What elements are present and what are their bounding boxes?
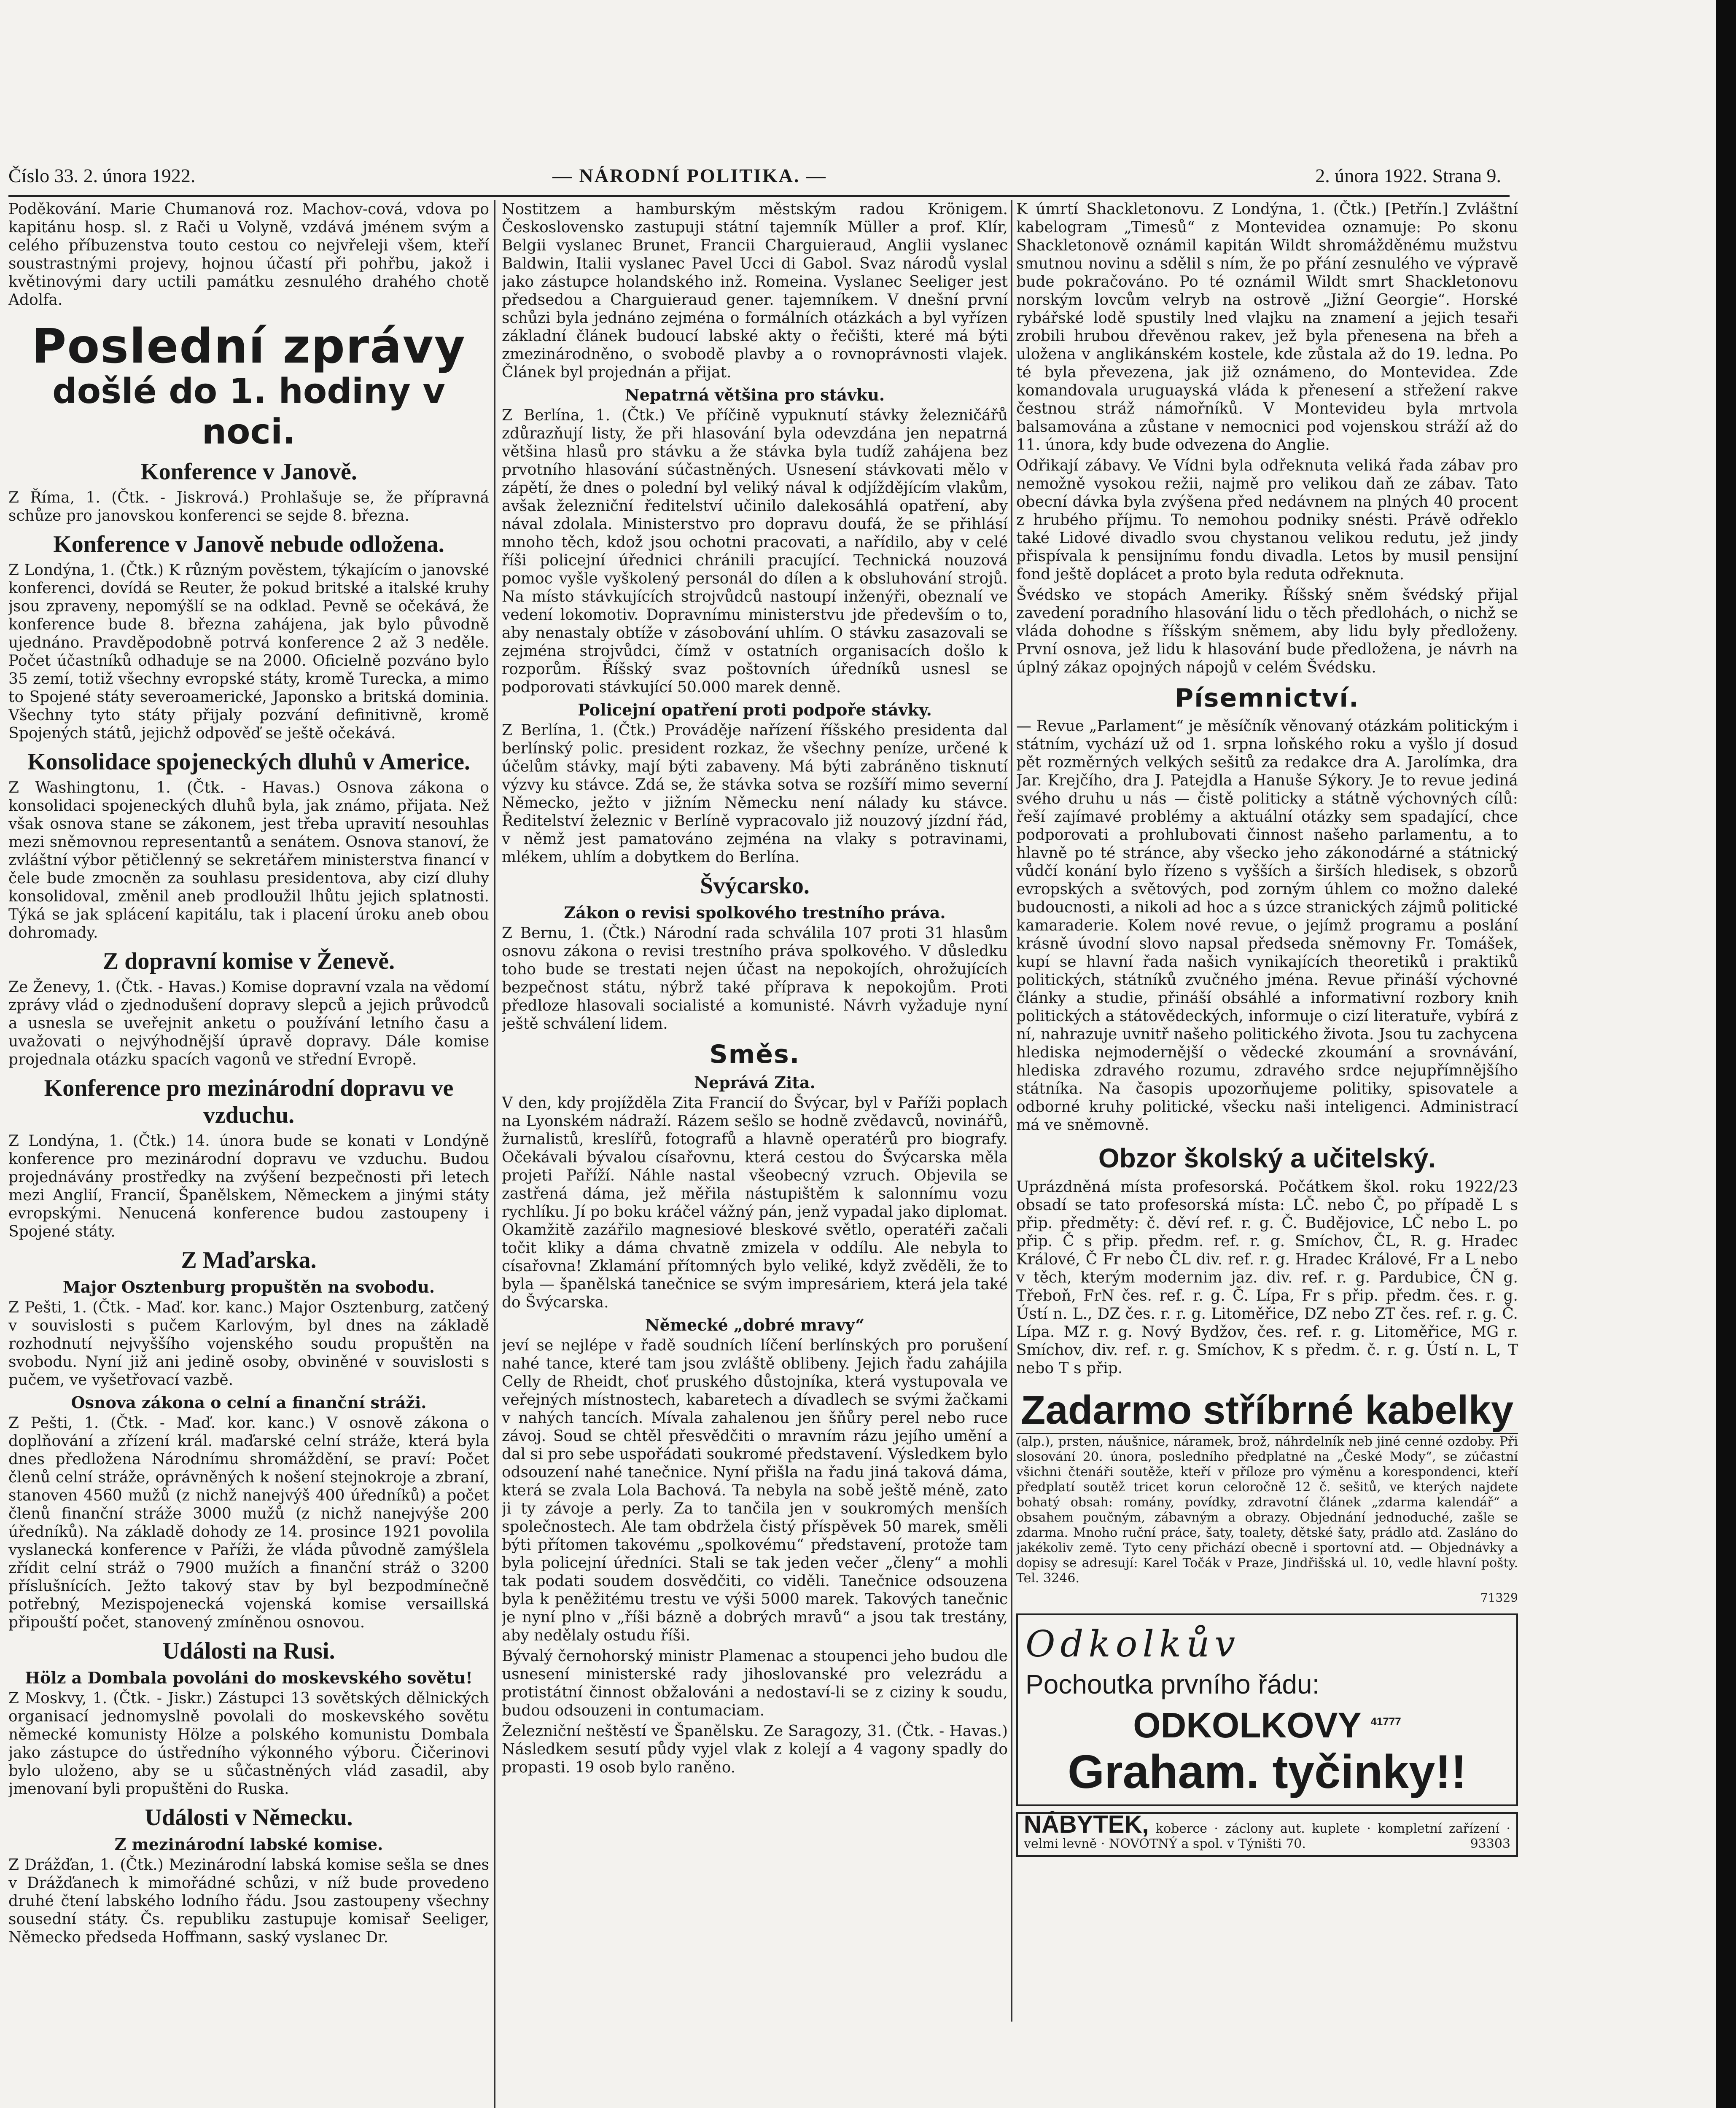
column-1 [8, 200, 489, 2108]
article-text: V den, kdy projížděla Zita Francií do Švýcar, byl v Paříži poplach na Lyonském nádraží. Rázem sešlo se hodně zvědavců, novinářů, žurnalistů, kreslířů, fotografů a hlavně operatérů pro biografy. Očekávali bývalou císařovnu, která cestou do Švýcarska měla projeti Paříží. Náhle nastal všeobecný vzruch. Objevila se zastřená dáma, jež měřila nástupištěm k salonnímu vozu rychlíku. Jí po boku kráčel vážný pán, jenž vypadal jako diplomat. Okamžitě zazářilo magnesiové bleskové světlo, operatéři začali točit kliky a dáma chvatně zmizela v oddílu. Ale nebyla to císařovna! Zklamání přítomných bylo veliké, když zvěděli, že to byla — španělská tanečnice se svým impresáriem, která jela také do Švýcarska. [502, 1094, 1008, 1311]
ad-brand-name: ODKOLKOVY [1133, 1705, 1361, 1745]
page-header [8, 164, 1501, 194]
article-subtitle: Hölz a Dombala povoláni do moskevského sovětu! [25, 1668, 473, 1687]
section-heading: Poslední zprávy [32, 319, 466, 374]
article-text: Z Londýna, 1. (Čtk.) K různým pověstem, týkajícím o janovské konferenci, dovídá se Reuter, že pokud britské a italské kruhy jsou zpraveny, nepomýšlí se na odklad. Pevně se očekává, že konference bude 8. března zahájena, jak bylo původně ujednáno. Pravděpodobně potrvá konference 2 až 3 neděle. Počet účastníků odhaduje se na 2000. Oficielně pozváno bylo 35 zemí, totiž všechny evropské státy, kromě Turecka, a mimo to Spojené státy severoamerické, Japonsko a britská dominia. Všechny tyto státy přijaly pozvání definitivně, kromě Spojených států, jejichž odpověď se ještě očekává. [8, 562, 489, 742]
ad-id: 71329 [1480, 1591, 1518, 1605]
issue-number: Číslo 33. 2. února 1922. [8, 165, 196, 186]
ad-brand [1025, 1701, 1509, 1745]
page-number: 2. února 1922. Strana 9. [1315, 165, 1501, 186]
column-divider [1011, 200, 1012, 2022]
article-text: Železniční neštěstí ve Španělsku. Ze Saragozy, 31. (Čtk. - Havas.) Následkem sesutí půdy vyjel vlak z kolejí a 4 vagony spadly do propasti. 19 osob bylo raněno. [502, 1723, 1008, 1776]
article-title: Konference v Janově. [140, 459, 357, 485]
article-text: Z Říma, 1. (Čtk. - Jiskrová.) Prohlašuje se, že přípravná schůze pro janovskou konferenci se sejde 8. března. [8, 489, 489, 524]
article-text: Bývalý černohorský ministr Plamenac a stoupenci jeho budou dle usnesení ministerské rady jihoslovanské pro velezrádu a protistátní činnost obžalováni a nedostaví-li se z ciziny k soudu, budou odsouzeni in contumaciam. [502, 1648, 1008, 1719]
article-title: Švýcarsko. [700, 873, 810, 899]
article-subtitle: Z mezinárodní labské komise. [114, 1835, 383, 1854]
masthead-title: — NÁRODNÍ POLITIKA. — [552, 165, 827, 186]
article-text: Nostitzem a hamburským městským radou Krönigem. Československo zastupuji státní tajemník Müller a prof. Klír, Belgii vyslanec Brunet, Francii Charguieraud, Anglii vyslanec Baldwin, Italii vyslanec Pavel Ucci di Gabol. Svaz národů vyslal jako zástupce holandského inž. Romeina. Vyslanec Seeliger jest předsedou a Charguieraud gener. tajemníkem. V dnešní první schůzi byla jednáno zejména o formálních otázkách a byl vyřízen základní článek budoucí labské akty o řečišti, které má býti zmezinárodněno, o svobodě plavby a o rovnoprávnosti vlajek. Článek byl projednán a přijat. [502, 201, 1008, 381]
article-text: Z Pešti, 1. (Čtk. - Maď. kor. kanc.) Major Osztenburg, zatčený v souvislosti s pučem Karlovým, byl dnes na základě rozhodnutí nejvyššího vojenského soudu propuštěn na svobodu. Nyní již ani jedině osoby, obviněné v souvislosti s pučem, ve vyšetřovací vazbě. [8, 1299, 489, 1389]
ad-zadarmo-title: Zadarmo stříbrné kabelky [1016, 1387, 1518, 1434]
article-title: Německé „dobré mravy“ [645, 1315, 865, 1334]
article-text: Z Berlína, 1. (Čtk.) Ve příčině vypuknutí stávky železničářů zdůrazňují listy, že při hlasování byla odevzdána jen nepatrná většina hlasů pro stávku a že stávka byla tudíž zahájena bez prvotního hlasování súčastněných. Usnesení stávkovati mělo v zápětí, že dnes o polední byl veliký nával k odjíždějícím vlakům, avšak železniční ředitelství učinilo dalekosáhlá opatření, aby nával zdolala. Ministerstvo pro dopravu doufá, že se přihlásí mnoho těch, kdož jsou ochotni pracovati, a nařídilo, aby v celé říši policejní úřednici chránili pracující. Technická nouzová pomoc vyšle vyškolený personál do dílen a k obsluhování strojů. Na místo stávkujících strojvůdců nastoupí inženýři, obeznalí ve vedení lokomotiv. Dopravnímu ministerstvu jde především o to, aby nenastaly obtíže v zásobování uhlím. O stávku zasazovali se zejména strojvůdci, čímž v ostatních organisacích došlo k rozporům. Říšský svaz poštovních úředníků usnesl se podporovati stávkující 50.000 marek denně. [502, 407, 1008, 696]
article-title: Konsolidace spojeneckých dluhů v Americe. [27, 749, 471, 775]
ad-nabytek-text: koberce · záclony aut. kuplete · kompletní zařízení · velmi levně · NOVOTNÝ a spol. v Týništi 70. [1024, 1821, 1510, 1851]
ad-tagline: Pochoutka prvního řádu: [1025, 1669, 1320, 1699]
article-text: Švédsko ve stopách Ameriky. Říšský sněm švédský přijal zavedení poradního hlasování lidu o těch předlohách, o nichž se vláda dohodne s říšským sněmem, aby lidu byly předloženy. První osnova, jež lidu k hlasování bude předložena, je návrh na úplný zákaz opojných nápojů v celém Švédsku. [1016, 586, 1518, 676]
section-heading: Písemnictví. [1175, 683, 1359, 713]
article-text: Z Berlína, 1. (Čtk.) Prováděje nařízení říšského presidenta dal berlínský polic. president rozkaz, že všechny peníze, určené k účelům stávky, mají býti zabaveny. Má býti zabráněno tisknutí výzvy ku stávce. Zdá se, že stávka sotva se rozšíří mimo severní Německo, ježto v jižním Německu není nálady ku stávce. Ředitelství železnic v Berlíně vypracovalo již nouzový jízdní řád, v němž jest pamatováno zejména na vlaky s potravinami, mlékem, uhlím a dobytkem do Berlína. [502, 722, 1008, 866]
article-title: Policejní opatření proti podpoře stávky. [578, 700, 932, 719]
article-text: Z Washingtonu, 1. (Čtk. - Havas.) Osnova zákona o konsolidaci spojeneckých dluhů byla, jak známo, přijata. Než však osnova stane se zákonem, jest třeba upravití nesouhlas mezi sněmovnou representantů a senátem. Osnova stanoví, že zvláštní výbor pětičlenný se sekretářem ministerstva financí v čele bude zmocněn za souhlasu presidentova, aby cizí dluhy konsolidoval, změnil aneb prodloužil lhůtu jejich splatnosti. Týká se jak splácení kapitálu, tak i placení úroku aneb obou dohromady. [8, 779, 489, 941]
article-title: Události na Rusi. [162, 1638, 335, 1664]
article-text: Z Moskvy, 1. (Čtk. - Jiskr.) Zástupci 13 sovětských dělnických organisací jednomyslně povolali do moskevského sovětu německé komunisty Hölze a polského komunistu Dombala jako zástupce do ústředního výkonného výboru. Čičerinovi bylo uloženo, aby se u sůčastněných vlád zasadil, aby jmenovaní byli propuštěni do Ruska. [8, 1690, 489, 1798]
article-podekovani: Poděkování. Marie Chumanová roz. Machov-cová, vdova po kapitánu hosp. sl. z Rači u Volyně, vzdává jménem svým a celého příbuzenstva touto cestou co nejvřeleji všem, kteří soustrastnými projevy, hojnou účastí při pohřbu, jakož i květinovými dary uctili památku zesnulého drahého chotě Adolfa. [8, 201, 489, 309]
ad-odkolek [1016, 1613, 1518, 1806]
article-text: jeví se nejlépe v řadě soudních líčení berlínských pro porušení nahé tance, které tam jsou zvláště oblibeny. Jejich řadu zahájila Celly de Rheidt, choť pruského důstojníka, která vystupovala ve veřejných místnostech, kabaretech a dívadlech se svými žačkami v nahých tancích. Mívala zahalenou jen šňůry perel nebo ruce závoj. Soud se chtěl přesvědčiti o mravním rázu jejího umění a dal si pro sebe uspořádati soukromé představení. Výsledkem bylo odsouzení nahé tanečnice. Nyní přišla na řadu jiná taková dáma, která se zvala Lola Bachová. Ta nebyla na sobě ještě méně, zato ji ty závoje a perly. Za to tančila jen v soukromých menších společnostech. Ale tam obdržela čistý příspěvek 50 marek, směli býti přítomen takovému „spolkovému“ představení, protože tam byla policejní úředníci. Stali se tak jeden večer „členy“ a mohli tak podati soudem dosvědčiti, co viděli. Tanečnice odsouzena byla k peněžitému trestu ve výši 5000 marek. Takových tanečnic je nyní plno v „říši bázně a dobrých mravů“ a jsou tak trestány, aby nedělaly ostudu říši. [502, 1337, 1008, 1644]
column-divider [494, 200, 495, 2108]
scan-edge [1716, 0, 1736, 2108]
ad-product: Graham. tyčinky!! [1067, 1745, 1467, 1798]
header-rule [8, 195, 1510, 197]
section-subheading: došlé do 1. hodiny v noci. [52, 371, 445, 452]
article-text: Odřikají zábavy. Ve Vídni byla odřeknuta veliká řada zábav pro nemožně vysokou režii, najmě pro velikou daň ze zábav. Tato obecní dávka byla zvýšena před nedávnem na plných 40 procent z hrubého příjmu. To nemohou podniky snésti. Právě odřeklo také Lidové divadlo svou chystanou velikou redutu, jež jindy přispívala k pensijnímu fondu divadla. Letos by musil pensijní fond ještě doplácet a proto byla reduta odřeknuta. [1016, 457, 1518, 583]
article-text: Ze Ženevy, 1. (Čtk. - Havas.) Komise dopravní vzala na vědomí zprávy vlád o zjednodušení dopravy slepců a jejich průvodců a usnesla se uveřejnit anketu o používání letního času a uvažovati o nejvýhodnější úpravě dopravy. Dále komise projednala otázku spacích vagonů ve střední Evropě. [8, 979, 489, 1068]
ad-id: 93303 [1470, 1836, 1510, 1851]
section-heading: Obzor školský a učitelský. [1098, 1143, 1436, 1173]
article-text: — Revue „Parlament“ je měsíčník věnovaný otázkám politickým i státním, vychází už od 1. srpna loňského roku a vyšlo jí dosud pět rozměrných velkých sešitů za redakce dra A. Jarolímka, dra Jar. Krejčího, dra J. Patejdla a Hanuše Sýkory. Je to revue jediná svého druhu u nás — čistě politicky a státně výchovných cílů: řeší zajímavé problémy a aktuální otázky sem spadající, chce podporovati a prohlubovati činnost našeho parlamentu, a to hlavně po té stránce, aby všecko jeho zákonodárné a státnický vůdčí konání bylo řízeno s vyšších a širších hledisek, s obzorů evropských a světových, pod zorným úhlem co možno daleké budoucnosti, a nikoli ad hoc a s úzce stranických zájmů politické kamaraderie. Kolem nové revue, o jejímž programu a poslání krásně úvodní slovo napsal předseda sněmovny Fr. Tomášek, kupí se hlavní řada našich vynikajících theoretiků i praktiků politických, státníků zvučného jména. Revue přináší výchovné články a studie, přináší obsáhlé a informativní rozbory knih politických a státovědeckých, informuje o cizí literatuře, vybírá z ní, nahrazuje uvnitř našeho politického života. Jsou tu zachycena hlediska nejmodernější o vědecké zkoumání a srovnávání, hlediska zdravého rozumu, zdravého srdce nejupřímnějšího státníka. Na časopis upozorňujeme politiky, spisovatele a odborné kruhy politické, všecku naši inteligenci. Administrací má ve sněmovně. [1016, 718, 1518, 1134]
article-title: Z dopravní komise v Ženevě. [102, 948, 395, 974]
column-2 [502, 200, 1008, 2013]
article-text: Z Bernu, 1. (Čtk.) Národní rada schválila 107 proti 31 hlasům osnovu zákona o revisi trestního práva spolkového. V důsledku toho bude se trestati nejen účast na nepokojích, ohrožujících bezpečnost státu, nýbrž také příprava k nepokojům. Proti předloze hlasovali socialisté a komunisté. Návrh vyžaduje nyní ještě schválení lidem. [502, 925, 1008, 1032]
article-title: Nepatrná většina pro stávku. [624, 385, 885, 404]
article-text: K úmrtí Shackletonovu. Z Londýna, 1. (Čtk.) [Petřín.] Zvláštní kabelogram „Timesů“ z Montevidea oznamuje: Po skonu Shackletonově oznámil kapitán Wildt shromážděnému mužstvu smutnou novinu a sdělil s ním, že po přání zesnulého ve výpravě bude pokračováno. Po té oznámil Wildt smrt Shackletonovu norským lovcům velryb na ostrově „Jižní Georgie“. Horské rybářské lodě spustily lned vlajku na znamení a jejich tesaři zrobili hrubou dřevěnou rakev, jež byla přenesena na břeh a uložena v anglikánském kostele, kde zůstala až do 19. ledna. Po té byla převezena, jak již oznámeno, do Montevidea. Zde komandovala uruguayská vláda k přenesení a střežení rakve čestnou stráž námořníků. V Montevideu byla mrtvola balsamována a zůstane v nemocnici pod vojenskou stráží až do 11. února, kdy bude odvezena do Anglie. [1016, 201, 1518, 454]
article-title: Konference pro mezinárodní dopravu ve vzduchu. [44, 1075, 454, 1128]
article-subtitle: Osnova zákona o celní a finanční stráži. [71, 1393, 427, 1412]
ad-nabytek [1016, 1812, 1518, 1857]
article-text: Uprázdněná místa profesorská. Počátkem škol. roku 1922/23 obsadí se tato profesorská místa: LČ. nebo Č, po případě L s přip. předměty: č. děví ref. r. g. Č. Budějovice, LČ nebo L. po přip. Č s přip. předm. ref. r. g. Smíchov, ČL, R. g. Hradec Králové, Č Fr nebo ČL div. ref. r. g. Hradec Králové, Fr a L nebo v těch, kterým modernim jaz. div. ref. r. g. Pardubice, ČN g. Třeboň, FrN čes. ref. r. g. Č. Lípa, Fr s přip. předm. čes. r. g. Ústí n. L., DZ čes. r. r. g. Litoměřice, DZ nebo ZT čes. ref. r. g. Č. Lípa. MZ r. g. Nový Bydžov, čes. ref. r. g. Litoměřice, MG r. Smíchov, div. ref. r. g. Smíchov, K s předm. č. r. g. Ústí n. L, T nebo T s přip. [1016, 1178, 1518, 1377]
ad-signature: Odkolkův [1025, 1623, 1241, 1665]
ad-zadarmo-text: (alp.), prsten, náušnice, náramek, brož, náhrdelník neb jiné cenné ozdoby. Při slosování 20. února, posledního předplatné na „České Mody“, se zúčastní všichni čtenáři soutěže, kteří v příloze pro výměnu a korespondenci, kteří předplatí soutěž tricet korun celoročně 12 č. sešitů, ve kterých najdete bohatý obsah: romány, povídky, zdravotní článek „zdarma kalendář“ a obsahem poučným, zábavným a obrazy. Objednání jednoduché, zašle se zdarma. Mnoho ruční práce, šaty, toalety, dětské šaty, prádlo atd. Zasláno do jakékoliv země. Tyto ceny přichází obecně i sportovní atd. — Objednávky a dopisy se adresují: Karel Točák v Praze, Jindřišská ul. 10, vedle hlavní pošty. Tel. 3246. [1016, 1434, 1518, 1586]
article-title: Neprává Zita. [694, 1073, 816, 1092]
article-title: Konference v Janově nebude odložena. [53, 531, 444, 557]
ad-nabytek-title: NÁBYTEK, [1024, 1811, 1149, 1838]
column-3 [1016, 200, 1518, 2022]
article-text: Z Pešti, 1. (Čtk. - Maď. kor. kanc.) V osnově zákona o doplňování a zřízení král. maďarské celní stráže, která byla dnes předložena Národnímu shromáždění, se praví: Počet členů celní stráže, oprávněných k nošení stejnokroje a zbraní, stanoven 4560 mužů (z nichž nanejvýš 400 úředníků) a počet členů finanční stráže 3000 mužů (z nichž nanejvýše 200 úředníků). Na základě dohody ze 14. prosince 1921 povolila vyslanecká konference v Paříži, že vláda původně zamýšlela zřídit celní stráž o 7900 mužích a finanční stráž o 3200 příslušnících. Ježto takový stav by byl bezpodmínečně potřebný, Mezispojenecká vojenská komise versaillská připouští počet, stanovený zmíněnou osnovou. [8, 1414, 489, 1631]
article-subtitle: Major Osztenburg propuštěn na svobodu. [62, 1277, 435, 1296]
article-title: Z Maďarska. [181, 1247, 317, 1273]
article-title: Události v Německu. [145, 1804, 353, 1831]
section-heading: Směs. [709, 1040, 800, 1069]
article-text: Z Drážďan, 1. (Čtk.) Mezinárodní labská komise sešla se dnes v Drážďanech k mimořádné schůzi, v níž bude provedeno druhé čtení labského lodního řádu. Jsou zastoupeny všechny sousední státy. Čs. republiku zastupuje komisař Seeliger, Německo předseda Hoffmann, saský vyslanec Dr. [8, 1856, 489, 1946]
article-subtitle: Zákon o revisi spolkového trestního práva. [564, 903, 946, 922]
ad-id: 41777 [1370, 1715, 1401, 1728]
article-text: Z Londýna, 1. (Čtk.) 14. února bude se konati v Londýně konference pro mezinárodní dopravu ve vzduchu. Budou projednávány prostředky na zvýšení bezpečnosti při letech mezi Anglií, Francií, Španělskem, Německem a jinými státy evropskými. Nenucená konference budou zastoupeny i Spojené státy. [8, 1132, 489, 1240]
